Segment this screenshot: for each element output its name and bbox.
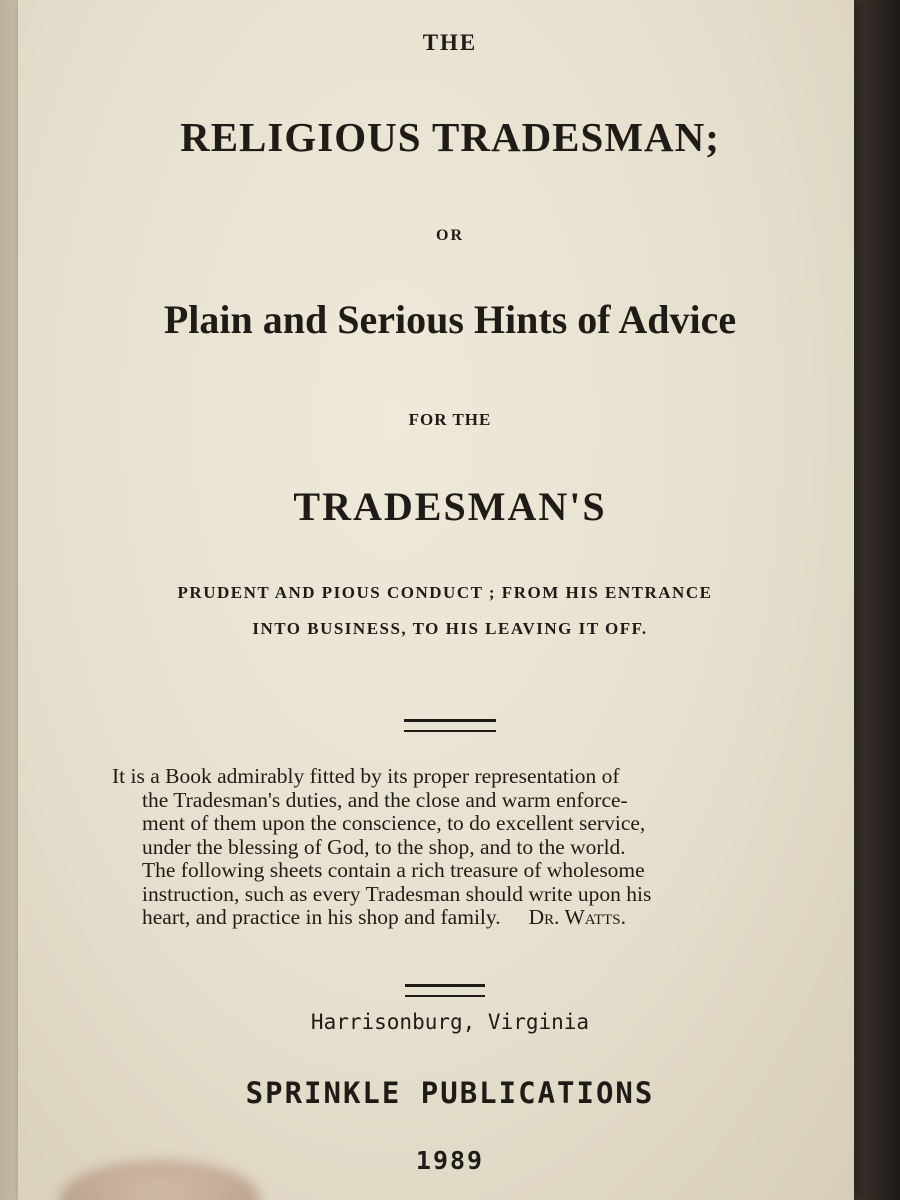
quote-line: ment of them upon the conscience, to do excellent service, bbox=[142, 811, 646, 835]
publisher-name: SPRINKLE PUBLICATIONS bbox=[245, 1076, 655, 1110]
quote-line-last bbox=[112, 906, 812, 930]
quote-line: under the blessing of God, to the shop, and to the world. bbox=[142, 834, 626, 859]
title-article: THE bbox=[422, 30, 478, 55]
conduct-line-1: PRUDENT AND PIOUS CONDUCT ; FROM HIS ENTRANCE bbox=[177, 583, 713, 602]
title-conjunction: OR bbox=[436, 227, 464, 244]
publication-place: Harrisonburg, Virginia bbox=[310, 1010, 590, 1034]
quote-attribution: Dr. Watts. bbox=[528, 905, 627, 929]
tradesmans-heading: TRADESMAN'S bbox=[293, 484, 607, 529]
quote-line: The following sheets contain a rich treasure of wholesome bbox=[142, 858, 645, 882]
epigraph-quote bbox=[112, 765, 812, 930]
quote-line: instruction, such as every Tradesman should write upon his bbox=[142, 881, 652, 906]
ornamental-rule bbox=[404, 719, 496, 732]
quote-line: It is a Book admirably fitted by its proper representation of bbox=[112, 764, 620, 788]
publication-year: 1989 bbox=[415, 1146, 485, 1175]
conduct-line-2: INTO BUSINESS, TO HIS LEAVING IT OFF. bbox=[252, 619, 648, 638]
book-title: RELIGIOUS TRADESMAN; bbox=[180, 114, 720, 160]
book-subtitle: Plain and Serious Hints of Advice bbox=[163, 297, 737, 342]
quote-line: heart, and practice in his shop and family. bbox=[142, 905, 501, 929]
quote-line: the Tradesman's duties, and the close and warm enforce- bbox=[142, 787, 628, 812]
ornamental-rule bbox=[405, 984, 485, 997]
subtitle-connector: FOR THE bbox=[408, 410, 492, 429]
